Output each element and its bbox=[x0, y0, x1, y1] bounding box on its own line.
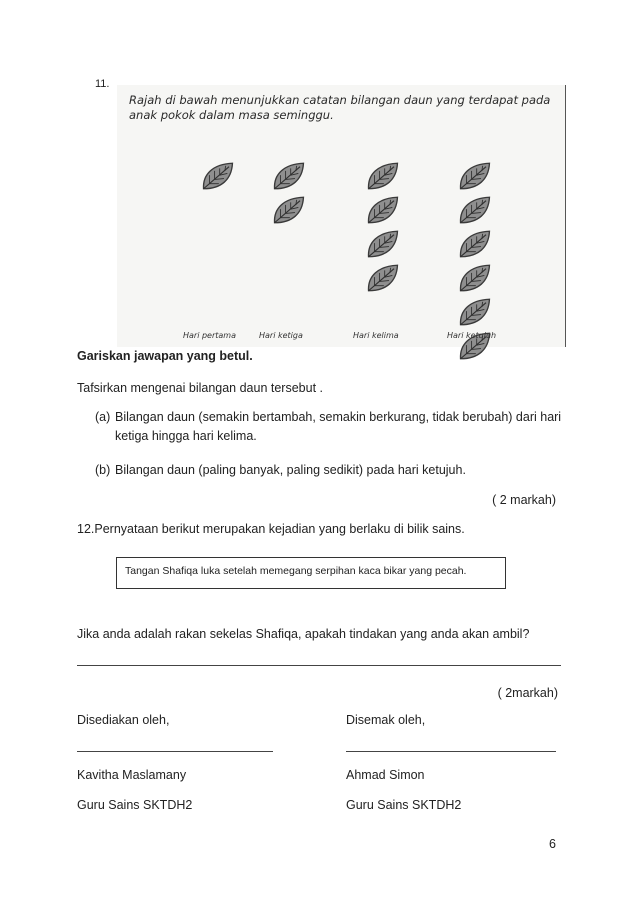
option-b-text: Bilangan daun (paling banyak, paling sedikit) pada hari ketujuh. bbox=[115, 463, 466, 477]
option-b-label: (b) bbox=[95, 463, 111, 477]
day-label: Hari ketujuh bbox=[447, 331, 497, 340]
option-a-label: (a) bbox=[95, 410, 111, 424]
leaf-icon bbox=[366, 262, 400, 294]
incident-box bbox=[116, 557, 506, 589]
signature-line-prepared bbox=[77, 751, 273, 752]
q12-question: Jika anda adalah rakan sekelas Shafiqa, apakah tindakan yang anda akan ambil? bbox=[77, 627, 530, 641]
leaf-icon bbox=[458, 194, 492, 226]
leaf-count-figure bbox=[117, 85, 566, 347]
incident-text: Tangan Shafiqa luka setelah memegang serpihan kaca bikar yang pecah. bbox=[125, 565, 467, 577]
day-label: Hari kelima bbox=[353, 331, 399, 340]
leaf-icon bbox=[458, 160, 492, 192]
page-number: 6 bbox=[549, 837, 556, 851]
prepared-by-name: Kavitha Maslamany bbox=[77, 768, 187, 782]
prepared-by-label: Disediakan oleh, bbox=[77, 713, 170, 727]
leaf-icon bbox=[458, 262, 492, 294]
prepared-by-role: Guru Sains SKTDH2 bbox=[77, 798, 193, 812]
day-label: Hari ketiga bbox=[259, 331, 303, 340]
option-a-line1: Bilangan daun (semakin bertambah, semakin berkurang, tidak berubah) dari hari bbox=[115, 410, 562, 424]
leaf-icon bbox=[272, 194, 306, 226]
signature-line-checked bbox=[346, 751, 556, 752]
leaf-icon bbox=[458, 228, 492, 260]
checked-by-name: Ahmad Simon bbox=[346, 768, 425, 782]
q12-marks: ( 2markah) bbox=[497, 686, 558, 700]
q12-text: 12.Pernyataan berikut merupakan kejadian yang berlaku di bilik sains. bbox=[77, 522, 465, 536]
q11-marks: ( 2 markah) bbox=[492, 493, 556, 507]
figure-caption: Rajah di bawah menunjukkan catatan bilangan daun yang terdapat pada anak pokok dalam masa seminggu. bbox=[129, 93, 551, 122]
day-label: Hari pertama bbox=[183, 331, 236, 340]
option-a-line2: ketiga hingga hari kelima. bbox=[115, 429, 257, 443]
checked-by-label: Disemak oleh, bbox=[346, 713, 426, 727]
checked-by-role: Guru Sains SKTDH2 bbox=[346, 798, 462, 812]
interpret-prompt: Tafsirkan mengenai bilangan daun tersebut . bbox=[77, 381, 323, 395]
instruction-text: Gariskan jawapan yang betul. bbox=[77, 349, 253, 363]
leaf-icon bbox=[458, 296, 492, 328]
question-number: 11. bbox=[95, 78, 110, 90]
leaf-icon bbox=[366, 194, 400, 226]
leaf-icon bbox=[201, 160, 235, 192]
leaf-icon bbox=[366, 228, 400, 260]
answer-line[interactable] bbox=[77, 665, 561, 666]
leaf-icon bbox=[366, 160, 400, 192]
leaf-icon bbox=[272, 160, 306, 192]
